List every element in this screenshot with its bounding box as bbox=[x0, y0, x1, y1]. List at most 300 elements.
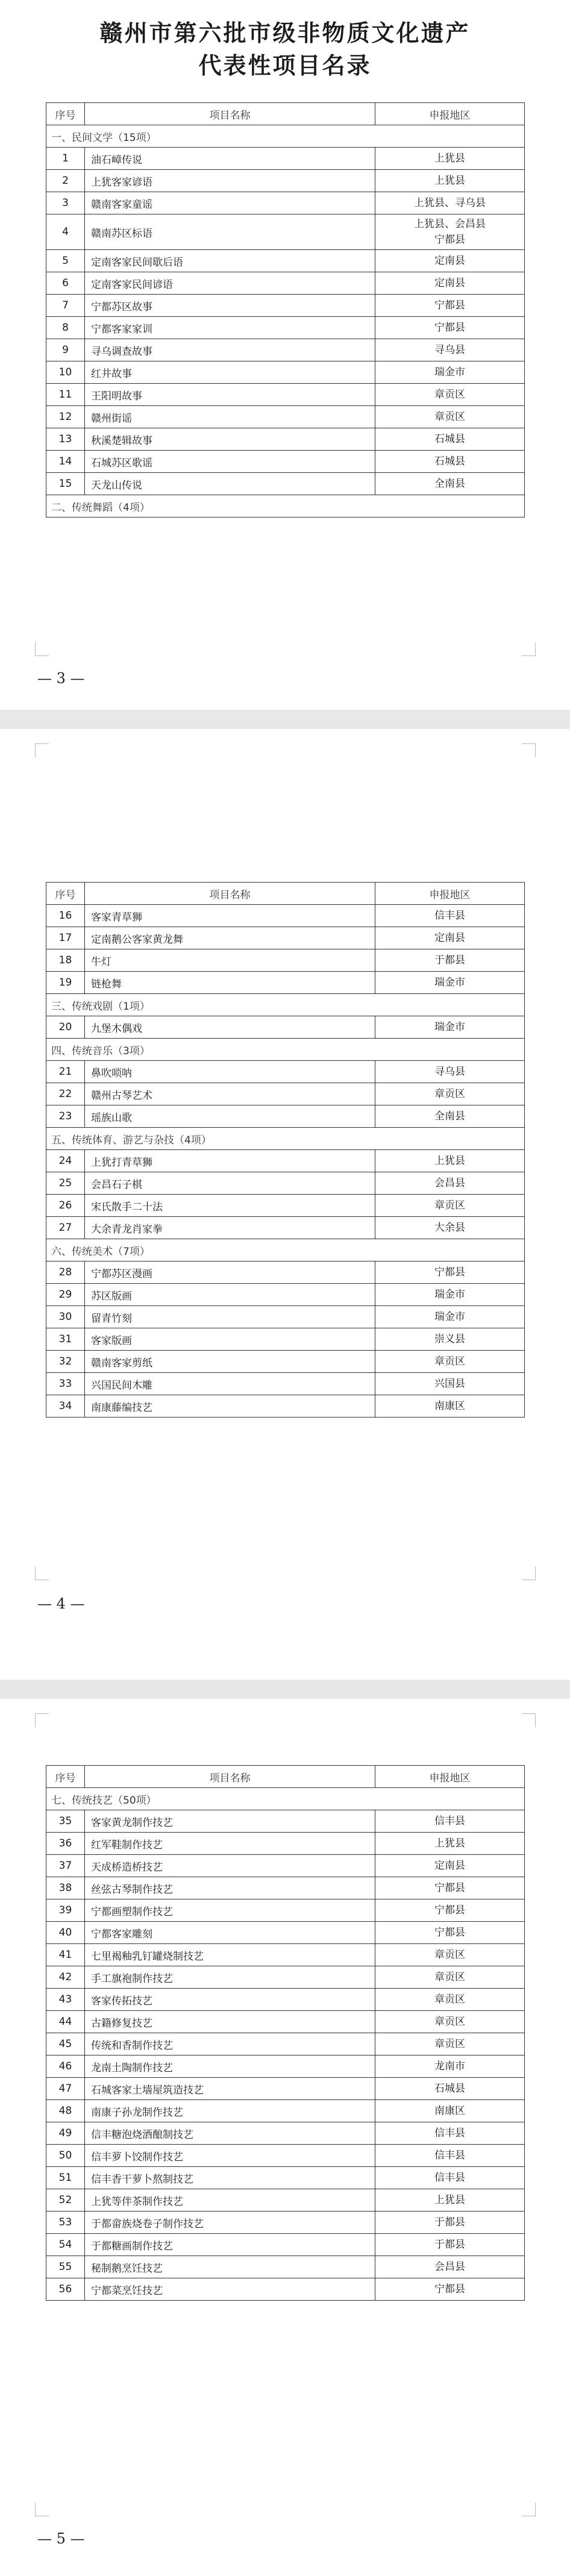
item-number: 53 bbox=[46, 2212, 85, 2234]
item-number: 52 bbox=[46, 2189, 85, 2212]
item-number: 49 bbox=[46, 2122, 85, 2145]
region-line: 上犹县、会昌县 bbox=[414, 218, 486, 230]
item-number: 32 bbox=[46, 1351, 85, 1373]
region-line: 定南县 bbox=[434, 932, 465, 944]
table-row bbox=[46, 1966, 525, 1989]
item-region bbox=[375, 2189, 525, 2212]
item-number: 24 bbox=[46, 1150, 85, 1172]
item-region bbox=[375, 1810, 525, 1833]
table-row bbox=[46, 905, 525, 927]
item-name: 瑶族山歌 bbox=[85, 1105, 375, 1128]
item-number: 41 bbox=[46, 1944, 85, 1966]
page-gap bbox=[0, 710, 570, 729]
heritage-table-page-3 bbox=[46, 1765, 525, 2301]
region-line: 兴国县 bbox=[434, 1378, 465, 1390]
item-name: 兴国民间木雕 bbox=[85, 1373, 375, 1395]
region-line: 全南县 bbox=[434, 478, 465, 490]
page-2 bbox=[0, 729, 570, 1680]
item-number: 11 bbox=[46, 384, 85, 406]
item-number: 6 bbox=[46, 272, 85, 295]
item-name: 七里褐釉乳钉罐烧制技艺 bbox=[85, 1944, 375, 1966]
item-number: 42 bbox=[46, 1966, 85, 1989]
item-name: 手工旗袍制作技艺 bbox=[85, 1966, 375, 1989]
table-row bbox=[46, 1989, 525, 2011]
item-number: 36 bbox=[46, 1833, 85, 1855]
table-row bbox=[46, 384, 525, 406]
item-name: 赣州古琴艺术 bbox=[85, 1083, 375, 1105]
item-name: 信丰香干萝卜熬制技艺 bbox=[85, 2167, 375, 2189]
region-line: 章贡区 bbox=[434, 2016, 465, 2028]
table-row bbox=[46, 1016, 525, 1039]
region-line: 瑞金市 bbox=[434, 1311, 465, 1323]
item-region bbox=[375, 1284, 525, 1306]
item-region bbox=[375, 1328, 525, 1351]
region-line: 章贡区 bbox=[434, 1199, 465, 1211]
category-label: 四、传统音乐（3项） bbox=[46, 1039, 525, 1061]
category-row bbox=[46, 1039, 525, 1061]
region-line: 上犹县、寻乌县 bbox=[414, 197, 486, 209]
item-name: 龙南土陶制作技艺 bbox=[85, 2055, 375, 2078]
page-number: — 5 — bbox=[37, 2530, 85, 2547]
header-no: 序号 bbox=[46, 1766, 85, 1788]
region-line: 宁都县 bbox=[434, 322, 465, 334]
item-region bbox=[375, 2055, 525, 2078]
item-name: 客家版画 bbox=[85, 1328, 375, 1351]
item-number: 16 bbox=[46, 905, 85, 927]
item-number: 23 bbox=[46, 1105, 85, 1128]
item-number: 51 bbox=[46, 2167, 85, 2189]
region-line: 信丰县 bbox=[434, 2149, 465, 2162]
item-name: 古籍修复技艺 bbox=[85, 2011, 375, 2033]
region-line: 上犹县 bbox=[434, 175, 465, 187]
table-row bbox=[46, 2234, 525, 2256]
table-row bbox=[46, 1150, 525, 1172]
region-line: 上犹县 bbox=[434, 1837, 465, 1849]
item-region bbox=[375, 2100, 525, 2122]
item-region bbox=[375, 2212, 525, 2234]
item-name: 苏区版画 bbox=[85, 1284, 375, 1306]
table-row bbox=[46, 272, 525, 295]
item-name: 会昌石子棋 bbox=[85, 1172, 375, 1195]
table-header-row bbox=[46, 883, 525, 905]
item-name: 九堡木偶戏 bbox=[85, 1016, 375, 1039]
region-line: 上犹县 bbox=[434, 2194, 465, 2206]
table-row bbox=[46, 2145, 525, 2167]
item-name: 宁都客家雕刻 bbox=[85, 1922, 375, 1944]
item-name: 秋溪楚辑故事 bbox=[85, 428, 375, 451]
region-line: 大余县 bbox=[434, 1222, 465, 1234]
item-region bbox=[375, 384, 525, 406]
item-region bbox=[375, 927, 525, 949]
page-gap bbox=[0, 1680, 570, 1699]
item-region bbox=[375, 1105, 525, 1128]
item-region bbox=[375, 1306, 525, 1328]
item-number: 46 bbox=[46, 2055, 85, 2078]
item-number: 33 bbox=[46, 1373, 85, 1395]
item-number: 50 bbox=[46, 2145, 85, 2167]
region-line: 信丰县 bbox=[434, 2127, 465, 2139]
item-region bbox=[375, 2278, 525, 2301]
table-row bbox=[46, 1083, 525, 1105]
table-header-row bbox=[46, 103, 525, 125]
region-line: 会昌县 bbox=[434, 2261, 465, 2273]
table-row bbox=[46, 214, 525, 250]
region-line: 信丰县 bbox=[434, 2172, 465, 2184]
item-number: 21 bbox=[46, 1061, 85, 1083]
table-row bbox=[46, 1284, 525, 1306]
item-region bbox=[375, 192, 525, 214]
heritage-table-page-2 bbox=[46, 882, 525, 1418]
category-label: 一、民间文学（15项） bbox=[46, 125, 525, 148]
region-line: 宁都县 bbox=[434, 234, 465, 246]
item-number: 17 bbox=[46, 927, 85, 949]
category-label: 六、传统美术（7项） bbox=[46, 1239, 525, 1261]
item-region bbox=[375, 361, 525, 384]
table-row bbox=[46, 1217, 525, 1239]
category-row bbox=[46, 1788, 525, 1810]
table-row bbox=[46, 1810, 525, 1833]
table-row bbox=[46, 428, 525, 451]
header-name: 项目名称 bbox=[85, 103, 375, 125]
region-line: 定南县 bbox=[434, 1860, 465, 1872]
region-line: 章贡区 bbox=[434, 1949, 465, 1961]
region-line: 信丰县 bbox=[434, 1815, 465, 1827]
item-name: 宁都苏区漫画 bbox=[85, 1261, 375, 1284]
item-number: 12 bbox=[46, 406, 85, 428]
table-row bbox=[46, 1306, 525, 1328]
item-region bbox=[375, 473, 525, 495]
item-name: 宋氏散手二十法 bbox=[85, 1195, 375, 1217]
table-row bbox=[46, 1261, 525, 1284]
item-number: 56 bbox=[46, 2278, 85, 2301]
item-name: 留青竹刻 bbox=[85, 1306, 375, 1328]
header-region: 申报地区 bbox=[375, 103, 525, 125]
category-label: 五、传统体育、游艺与杂技（4项） bbox=[46, 1128, 525, 1150]
table-row bbox=[46, 2033, 525, 2055]
item-name: 秘制鹅烹饪技艺 bbox=[85, 2256, 375, 2278]
item-name: 定南客家民间谚语 bbox=[85, 272, 375, 295]
region-line: 瑞金市 bbox=[434, 1021, 465, 1033]
category-label: 三、传统戏剧（1项） bbox=[46, 994, 525, 1016]
table-row bbox=[46, 1855, 525, 1877]
item-number: 25 bbox=[46, 1172, 85, 1195]
page-number: — 4 — bbox=[37, 1595, 85, 1612]
table-row bbox=[46, 1877, 525, 1899]
table-row bbox=[46, 2011, 525, 2033]
region-line: 石城县 bbox=[434, 2083, 465, 2095]
header-no: 序号 bbox=[46, 103, 85, 125]
item-number: 10 bbox=[46, 361, 85, 384]
item-number: 35 bbox=[46, 1810, 85, 1833]
category-row bbox=[46, 495, 525, 517]
item-name: 天成桥造桥技艺 bbox=[85, 1855, 375, 1877]
header-region: 申报地区 bbox=[375, 883, 525, 905]
region-line: 瑞金市 bbox=[434, 1289, 465, 1301]
table-row bbox=[46, 361, 525, 384]
item-number: 28 bbox=[46, 1261, 85, 1284]
item-number: 13 bbox=[46, 428, 85, 451]
item-name: 宁都客家家训 bbox=[85, 317, 375, 339]
header-region: 申报地区 bbox=[375, 1766, 525, 1788]
region-line: 上犹县 bbox=[434, 1155, 465, 1167]
heritage-table-page-1 bbox=[46, 102, 525, 517]
page-3 bbox=[0, 1699, 570, 2576]
item-number: 29 bbox=[46, 1284, 85, 1306]
item-name: 上犹等伴茶制作技艺 bbox=[85, 2189, 375, 2212]
item-region bbox=[375, 339, 525, 361]
item-number: 27 bbox=[46, 1217, 85, 1239]
item-region bbox=[375, 148, 525, 170]
table-row bbox=[46, 2189, 525, 2212]
item-region bbox=[375, 1261, 525, 1284]
item-number: 7 bbox=[46, 295, 85, 317]
page-number: — 3 — bbox=[37, 670, 85, 687]
region-line: 寻乌县 bbox=[434, 1066, 465, 1078]
item-region bbox=[375, 949, 525, 972]
item-name: 南康子孙龙制作技艺 bbox=[85, 2100, 375, 2122]
region-line: 章贡区 bbox=[434, 1993, 465, 2005]
item-region bbox=[375, 451, 525, 473]
region-line: 章贡区 bbox=[434, 1088, 465, 1100]
table-row bbox=[46, 1373, 525, 1395]
region-line: 崇义县 bbox=[434, 1333, 465, 1345]
item-name: 油石嶂传说 bbox=[85, 148, 375, 170]
item-number: 47 bbox=[46, 2078, 85, 2100]
item-region bbox=[375, 1061, 525, 1083]
item-name: 石城客家土墙屋筑造技艺 bbox=[85, 2078, 375, 2100]
item-number: 43 bbox=[46, 1989, 85, 2011]
item-name: 天龙山传说 bbox=[85, 473, 375, 495]
item-number: 15 bbox=[46, 473, 85, 495]
region-line: 南康区 bbox=[434, 2105, 465, 2117]
region-line: 宁都县 bbox=[434, 299, 465, 311]
item-name: 石城苏区歌谣 bbox=[85, 451, 375, 473]
item-name: 南康藤编技艺 bbox=[85, 1395, 375, 1418]
item-number: 55 bbox=[46, 2256, 85, 2278]
item-region bbox=[375, 214, 525, 250]
item-region bbox=[375, 317, 525, 339]
item-region bbox=[375, 2145, 525, 2167]
item-region bbox=[375, 2234, 525, 2256]
region-line: 宁都县 bbox=[434, 1882, 465, 1894]
item-name: 鼻吹唢呐 bbox=[85, 1061, 375, 1083]
table-row bbox=[46, 1195, 525, 1217]
region-line: 宁都县 bbox=[434, 1927, 465, 1939]
item-region bbox=[375, 2078, 525, 2100]
item-region bbox=[375, 1150, 525, 1172]
item-region bbox=[375, 1922, 525, 1944]
item-number: 4 bbox=[46, 214, 85, 250]
region-line: 南康区 bbox=[434, 1400, 465, 1412]
item-name: 王阳明故事 bbox=[85, 384, 375, 406]
item-number: 31 bbox=[46, 1328, 85, 1351]
table-row bbox=[46, 170, 525, 192]
category-row bbox=[46, 125, 525, 148]
table-row bbox=[46, 2256, 525, 2278]
item-number: 45 bbox=[46, 2033, 85, 2055]
item-region bbox=[375, 1855, 525, 1877]
region-line: 石城县 bbox=[434, 433, 465, 445]
region-line: 上犹县 bbox=[434, 152, 465, 164]
region-line: 定南县 bbox=[434, 277, 465, 289]
table-row bbox=[46, 2100, 525, 2122]
item-name: 宁都画塑制作技艺 bbox=[85, 1899, 375, 1922]
item-region bbox=[375, 2033, 525, 2055]
item-name: 上犹客家谚语 bbox=[85, 170, 375, 192]
table-row bbox=[46, 949, 525, 972]
region-line: 章贡区 bbox=[434, 1355, 465, 1368]
item-region bbox=[375, 1395, 525, 1418]
item-region bbox=[375, 295, 525, 317]
item-number: 54 bbox=[46, 2234, 85, 2256]
table-row bbox=[46, 406, 525, 428]
region-line: 宁都县 bbox=[434, 1904, 465, 1916]
item-region bbox=[375, 1899, 525, 1922]
item-number: 40 bbox=[46, 1922, 85, 1944]
region-line: 宁都县 bbox=[434, 1266, 465, 1278]
table-row bbox=[46, 473, 525, 495]
item-number: 44 bbox=[46, 2011, 85, 2033]
item-number: 14 bbox=[46, 451, 85, 473]
table-row bbox=[46, 250, 525, 272]
table-row bbox=[46, 2078, 525, 2100]
table-header-row bbox=[46, 1766, 525, 1788]
item-region bbox=[375, 2122, 525, 2145]
header-name: 项目名称 bbox=[85, 1766, 375, 1788]
table-row bbox=[46, 2055, 525, 2078]
table-row bbox=[46, 2167, 525, 2189]
item-number: 30 bbox=[46, 1306, 85, 1328]
item-name: 于都畲族烧卷子制作技艺 bbox=[85, 2212, 375, 2234]
item-region bbox=[375, 1172, 525, 1195]
item-region bbox=[375, 1195, 525, 1217]
item-region bbox=[375, 1373, 525, 1395]
document-title-line-2: 代表性项目名录 bbox=[198, 52, 372, 79]
region-line: 章贡区 bbox=[434, 2038, 465, 2050]
item-name: 定南客家民间歇后语 bbox=[85, 250, 375, 272]
item-name: 客家黄龙制作技艺 bbox=[85, 1810, 375, 1833]
page-1 bbox=[0, 0, 570, 710]
item-name: 于都糖画制作技艺 bbox=[85, 2234, 375, 2256]
table-row bbox=[46, 317, 525, 339]
item-region bbox=[375, 2011, 525, 2033]
item-name: 宁都菜烹饪技艺 bbox=[85, 2278, 375, 2301]
item-name: 定南鹅公客家黄龙舞 bbox=[85, 927, 375, 949]
item-name: 大余青龙肖家拳 bbox=[85, 1217, 375, 1239]
table-row bbox=[46, 2278, 525, 2301]
table-row bbox=[46, 1061, 525, 1083]
region-line: 于都县 bbox=[434, 954, 465, 966]
item-name: 红井故事 bbox=[85, 361, 375, 384]
item-number: 18 bbox=[46, 949, 85, 972]
item-name: 赣南客家童谣 bbox=[85, 192, 375, 214]
item-region bbox=[375, 2256, 525, 2278]
region-line: 章贡区 bbox=[434, 1971, 465, 1983]
item-region bbox=[375, 905, 525, 927]
document-title-line-1: 赣州市第六批市级非物质文化遗产 bbox=[99, 20, 471, 46]
item-region bbox=[375, 428, 525, 451]
category-row bbox=[46, 1128, 525, 1150]
region-line: 瑞金市 bbox=[434, 366, 465, 378]
item-number: 5 bbox=[46, 250, 85, 272]
table-row bbox=[46, 1105, 525, 1128]
item-name: 寻乌调查故事 bbox=[85, 339, 375, 361]
item-region bbox=[375, 1217, 525, 1239]
table-row bbox=[46, 1328, 525, 1351]
item-region bbox=[375, 1833, 525, 1855]
item-region bbox=[375, 272, 525, 295]
item-region bbox=[375, 972, 525, 994]
region-line: 于都县 bbox=[434, 2216, 465, 2228]
table-row bbox=[46, 295, 525, 317]
region-line: 石城县 bbox=[434, 455, 465, 467]
table-row bbox=[46, 1351, 525, 1373]
item-number: 34 bbox=[46, 1395, 85, 1418]
item-number: 20 bbox=[46, 1016, 85, 1039]
item-region bbox=[375, 1351, 525, 1373]
region-line: 瑞金市 bbox=[434, 977, 465, 989]
region-line: 定南县 bbox=[434, 255, 465, 267]
item-name: 上犹打青草狮 bbox=[85, 1150, 375, 1172]
item-number: 48 bbox=[46, 2100, 85, 2122]
table-row bbox=[46, 451, 525, 473]
item-name: 信丰糖泡烧酒酿制技艺 bbox=[85, 2122, 375, 2145]
item-number: 37 bbox=[46, 1855, 85, 1877]
item-name: 客家青草狮 bbox=[85, 905, 375, 927]
region-line: 章贡区 bbox=[434, 389, 465, 401]
item-number: 8 bbox=[46, 317, 85, 339]
item-region bbox=[375, 1083, 525, 1105]
item-name: 客家传拓技艺 bbox=[85, 1989, 375, 2011]
region-line: 于都县 bbox=[434, 2239, 465, 2251]
item-number: 39 bbox=[46, 1899, 85, 1922]
table-row bbox=[46, 1172, 525, 1195]
item-number: 38 bbox=[46, 1877, 85, 1899]
item-number: 9 bbox=[46, 339, 85, 361]
item-region bbox=[375, 1016, 525, 1039]
table-row bbox=[46, 192, 525, 214]
table-row bbox=[46, 1944, 525, 1966]
item-name: 赣南苏区标语 bbox=[85, 214, 375, 250]
table-row bbox=[46, 1395, 525, 1418]
item-name: 牛灯 bbox=[85, 949, 375, 972]
table-row bbox=[46, 1922, 525, 1944]
category-label: 七、传统技艺（50项） bbox=[46, 1788, 525, 1810]
region-line: 章贡区 bbox=[434, 411, 465, 423]
table-row bbox=[46, 1833, 525, 1855]
table-row bbox=[46, 1899, 525, 1922]
item-region bbox=[375, 1989, 525, 2011]
item-number: 19 bbox=[46, 972, 85, 994]
table-row bbox=[46, 2122, 525, 2145]
region-line: 龙南市 bbox=[434, 2060, 465, 2072]
item-name: 传统和香制作技艺 bbox=[85, 2033, 375, 2055]
item-region bbox=[375, 1966, 525, 1989]
item-name: 宁都苏区故事 bbox=[85, 295, 375, 317]
region-line: 信丰县 bbox=[434, 910, 465, 922]
item-region bbox=[375, 1877, 525, 1899]
category-row bbox=[46, 1239, 525, 1261]
table-row bbox=[46, 2212, 525, 2234]
region-line: 全南县 bbox=[434, 1110, 465, 1122]
item-region bbox=[375, 406, 525, 428]
item-number: 2 bbox=[46, 170, 85, 192]
item-name: 链枪舞 bbox=[85, 972, 375, 994]
table-row bbox=[46, 927, 525, 949]
region-line: 宁都县 bbox=[434, 2283, 465, 2295]
category-label: 二、传统舞蹈（4项） bbox=[46, 495, 525, 517]
item-name: 赣南客家剪纸 bbox=[85, 1351, 375, 1373]
